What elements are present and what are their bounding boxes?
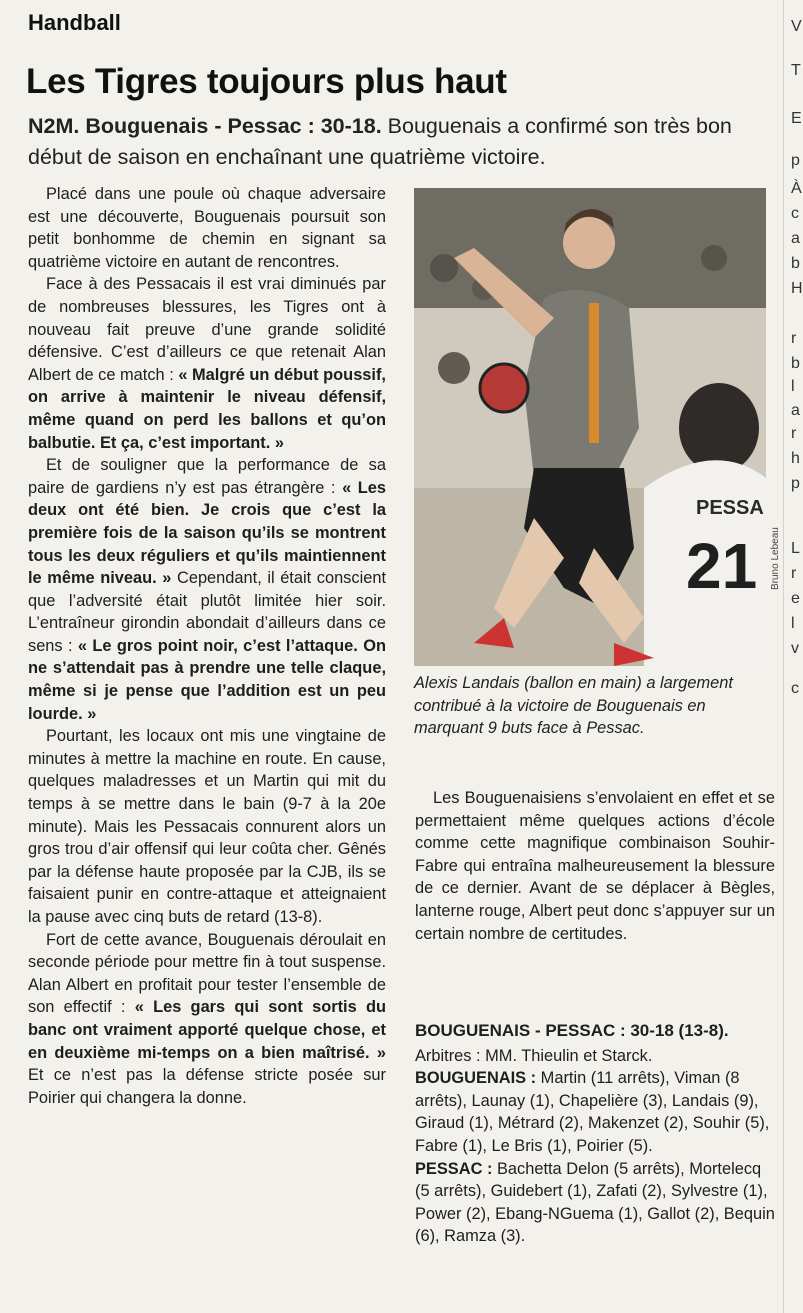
article-headline: Les Tigres toujours plus haut	[26, 62, 507, 101]
edge-letter: E	[791, 110, 802, 127]
continued-text: Et ce n’est pas la défense stricte posée sur Poirier qui changera la donne.	[28, 1066, 386, 1107]
edge-letter: À	[791, 180, 802, 197]
edge-letter: H	[791, 280, 803, 297]
photo-credit: Bruno Lebeau	[770, 527, 781, 590]
home-lineup	[415, 1067, 779, 1157]
edge-letter: p	[791, 475, 800, 492]
photo-illustration	[414, 188, 766, 666]
column-separator	[783, 0, 784, 1313]
edge-letter: r	[791, 330, 797, 347]
edge-letter: a	[791, 230, 800, 247]
quote: « Le gros point noir, c’est l’attaque. On ne s’attendait pas à prendre une telle claque, même si je pense que l’addition est un peu lourde. »	[28, 636, 386, 723]
quote: « Les deux ont été bien. Je crois que c’est la première fois de la saison qu’ils se montrent tous les deux réguliers et qu’ils maintiennent le même niveau. »	[28, 478, 386, 588]
edge-letter: c	[791, 680, 799, 697]
quote: « Malgré un début poussif, on arrive à maintenir le niveau défensif, même quand on perd les ballons et qu’on balbutie. Et ça, c’est important. »	[28, 365, 386, 452]
article-paragraph: Et de souligner que la performance de sa paire de gardiens n’y est pas étrangère : « Les deux ont été bien. Je crois que c’est la première fois de la saison qu’ils se montrent tous les deux réguliers et qu’ils maintiennent le même niveau. » Cependant, il était conscient que l’adversité était plutôt limitée hier soir. L’entraîneur girondin abondait d’ailleurs dans ce sens : « Le gros point noir, c’est l’attaque. On ne s’attendait pas à prendre une telle claque, même si je pense que l’addition est un peu lourde. »	[28, 456, 386, 723]
photo-caption: Alexis Landais (ballon en main) a largement contribué à la victoire de Bouguenais en marquant 9 buts face à Pessac.	[414, 674, 733, 738]
article-chapeau	[28, 111, 768, 173]
quote: « Les gars qui sont sortis du banc ont vraiment apporté quelque chose, et en deuxième mi-temps on a bien maîtrisé. »	[28, 998, 386, 1062]
edge-letter: T	[791, 62, 801, 79]
edge-letter: a	[791, 402, 800, 419]
chapeau-text: Bouguenais a confirmé son très bon début de saison en enchaînant une quatrième victoire.	[28, 114, 732, 169]
edge-letter: p	[791, 152, 800, 169]
article-paragraph: Pourtant, les locaux ont mis une vingtaine de minutes à mettre la machine en route. En cause, quelques maladresses et un Martin qui mit du temps à se mettre dans le bain (9-7 à la 20e minute). Mais les Pessacais connurent alors un gros trou d’air offensif qui leur coûta cher. Gênés par la défense haute proposée par la CJB, ils se faisaient punir en contre-attaque et atteignaient la pause avec cinq buts de retard (13-8).	[28, 727, 386, 926]
away-players: Bachetta Delon (5 arrêts), Mortelecq (5 arrêts), Guidebert (1), Zafati (2), Sylvestre (1), Power (2), Ebang-NGuema (1), Gallot (2), Bequin (6), Ramza (3).	[415, 1159, 775, 1246]
jersey-text: PESSA	[696, 497, 764, 519]
edge-letter: r	[791, 425, 797, 442]
article-paragraph: Face à des Pessacais il est vrai diminués par de nombreuses blessures, les Tigres ont à nouveau fait preuve d’une grande solidité défensive. C’est d’ailleurs ce que retenait Alan Albert de ce match : « Malgré un début poussif, on arrive à maintenir le niveau défensif, même quand on perd les ballons et qu’on balbutie. Et ça, c’est important. »	[28, 275, 386, 452]
handball-player-photo	[414, 188, 766, 666]
edge-letter: l	[791, 378, 795, 395]
article-column-right	[415, 787, 775, 945]
edge-letter: r	[791, 565, 797, 582]
article-paragraph: Placé dans une poule où chaque adversaire est une découverte, Bouguenais poursuit son petit bonhomme de chemin en signant sa quatrième victoire en autant de rencontres.	[28, 185, 386, 271]
away-lineup	[415, 1158, 779, 1248]
chapeau-lead: N2M. Bouguenais - Pessac : 30-18.	[28, 114, 382, 138]
edge-letter: h	[791, 450, 800, 467]
edge-letter: v	[791, 640, 799, 657]
section-rubric: Handball	[28, 10, 121, 35]
edge-letter: V	[791, 18, 802, 35]
edge-letter: b	[791, 255, 800, 272]
jersey-number: 21	[686, 530, 758, 602]
home-players: Martin (11 arrêts), Viman (8 arrêts), Launay (1), Chapelière (3), Landais (9), Giraud (1), Métrard (2), Makenzet (2), Souhir (5), Fabre (1), Le Bris (1), Poirier (5).	[415, 1069, 770, 1155]
edge-letter: l	[791, 615, 795, 632]
away-team-label: PESSAC :	[415, 1159, 493, 1178]
article-paragraph: Fort de cette avance, Bouguenais déroulait en seconde période pour mettre fin à tout suspense. Alan Albert en profitait pour tester l’ensemble de son effectif : « Les gars qui sont sortis du banc ont vraiment apporté quelque chose, et en deuxième mi-temps on a bien maîtrisé. » Et ce n’est pas la défense stricte posée sur Poirier qui changera la donne.	[28, 930, 386, 1107]
article-paragraph: Les Bouguenaisiens s’envolaient en effet et se permettaient même quelques actions d’école comme cette magnifique combinaison Souhir-Fabre qui entraîna malheureusement la blessure de ce dernier. Avant de se déplacer à Bègles, lanterne rouge, Albert peut donc s’appuyer sur un certain nombre de certitudes.	[415, 789, 775, 943]
edge-letter: L	[791, 540, 800, 557]
article-column-left	[28, 183, 386, 1109]
edge-letter: c	[791, 205, 799, 222]
referees: Arbitres : MM. Thieulin et Starck.	[415, 1046, 653, 1065]
home-team-label: BOUGUENAIS :	[415, 1069, 537, 1088]
adjacent-article-edge	[786, 0, 803, 1313]
match-score: BOUGUENAIS - PESSAC : 30-18 (13-8).	[415, 1021, 729, 1040]
edge-letter: e	[791, 590, 800, 607]
edge-letter: b	[791, 355, 800, 372]
match-results-box	[415, 1020, 779, 1248]
